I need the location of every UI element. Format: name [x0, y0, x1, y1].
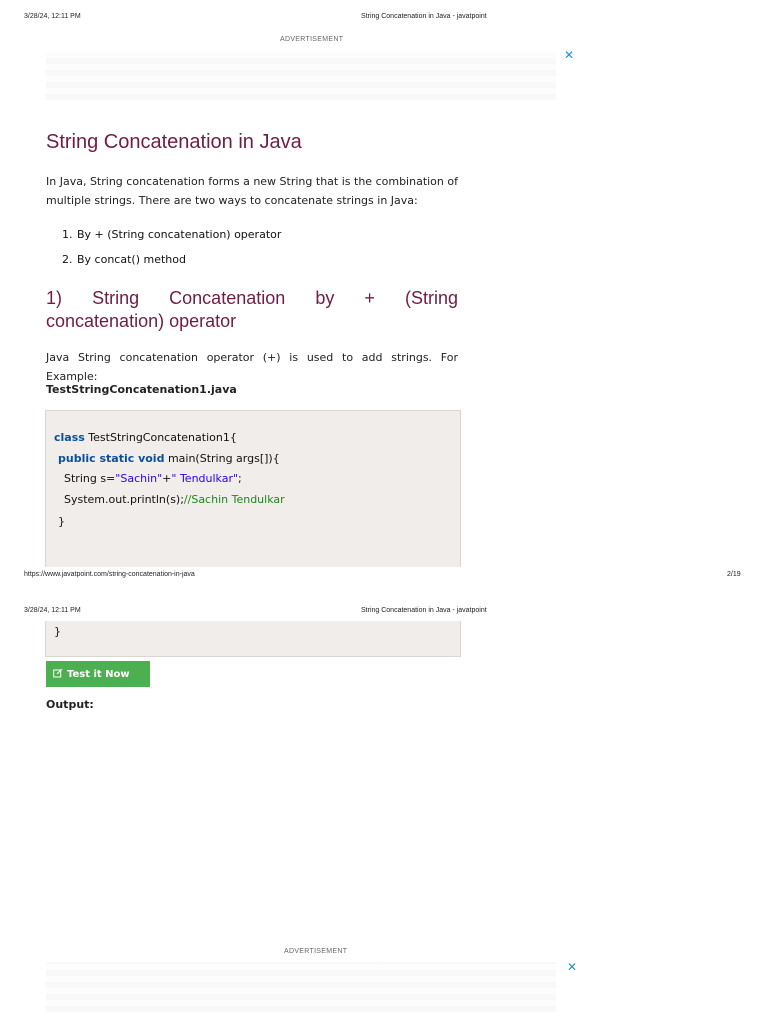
- print-header-date: 3/28/24, 12:11 PM: [24, 607, 81, 614]
- code-text: System.out.println(s);: [64, 493, 184, 506]
- code-block: [45, 410, 461, 567]
- print-header-title: String Concatenation in Java - javatpoint: [361, 607, 487, 614]
- test-it-now-label: Test it Now: [67, 668, 130, 680]
- test-it-now-button[interactable]: [46, 661, 150, 687]
- code-string: "Sachin": [115, 472, 163, 485]
- code-text: +: [162, 472, 172, 485]
- code-block-continued: [45, 621, 461, 657]
- ad-banner[interactable]: [46, 52, 556, 100]
- ad-label: ADVERTISEMENT: [280, 36, 344, 43]
- code-line: [58, 452, 280, 465]
- code-line: [64, 472, 242, 485]
- list-item: By + (String concatenation) operator: [77, 228, 282, 241]
- ad-banner[interactable]: [46, 962, 556, 1012]
- print-footer-url: https://www.javatpoint.com/string-concatenation-in-java: [24, 571, 195, 578]
- list-item-number: 2.: [62, 253, 73, 266]
- print-footer-page: 2/19: [727, 571, 741, 578]
- code-text: main(String args[]){: [164, 452, 280, 465]
- intro-paragraph: In Java, String concatenation forms a new String that is the combination of multiple strings. There are two ways to concatenate strings in Java:: [46, 175, 458, 207]
- list-item-number: 1.: [62, 228, 73, 241]
- section-heading: 1) String Concatenation by + (String: [46, 288, 458, 308]
- code-string: " Tendulkar": [171, 472, 239, 485]
- code-keyword: class: [54, 431, 85, 444]
- code-comment: //Sachin Tendulkar: [183, 493, 285, 506]
- section-paragraph: Java String concatenation operator (+) is used to add strings. For Example:: [46, 351, 458, 383]
- edit-icon: [53, 668, 63, 681]
- output-label: Output:: [46, 698, 94, 711]
- close-icon[interactable]: ✕: [564, 48, 575, 62]
- page-title: String Concatenation in Java: [46, 131, 302, 153]
- code-line: [54, 431, 237, 444]
- section-heading-continued: concatenation) operator: [46, 311, 237, 331]
- list-item: By concat() method: [77, 253, 186, 266]
- code-file-name: TestStringConcatenation1.java: [46, 383, 237, 396]
- code-line: }: [54, 625, 61, 638]
- print-header-date: 3/28/24, 12:11 PM: [24, 13, 81, 20]
- code-text: String s=: [64, 472, 116, 485]
- code-line: }: [58, 515, 65, 528]
- ad-label: ADVERTISEMENT: [284, 948, 348, 955]
- close-icon[interactable]: ✕: [567, 960, 578, 974]
- code-keyword: public static void: [58, 452, 165, 465]
- code-text: TestStringConcatenation1{: [84, 431, 237, 444]
- print-header-title: String Concatenation in Java - javatpoint: [361, 13, 487, 20]
- code-text: ;: [238, 472, 242, 485]
- code-line: [64, 493, 285, 506]
